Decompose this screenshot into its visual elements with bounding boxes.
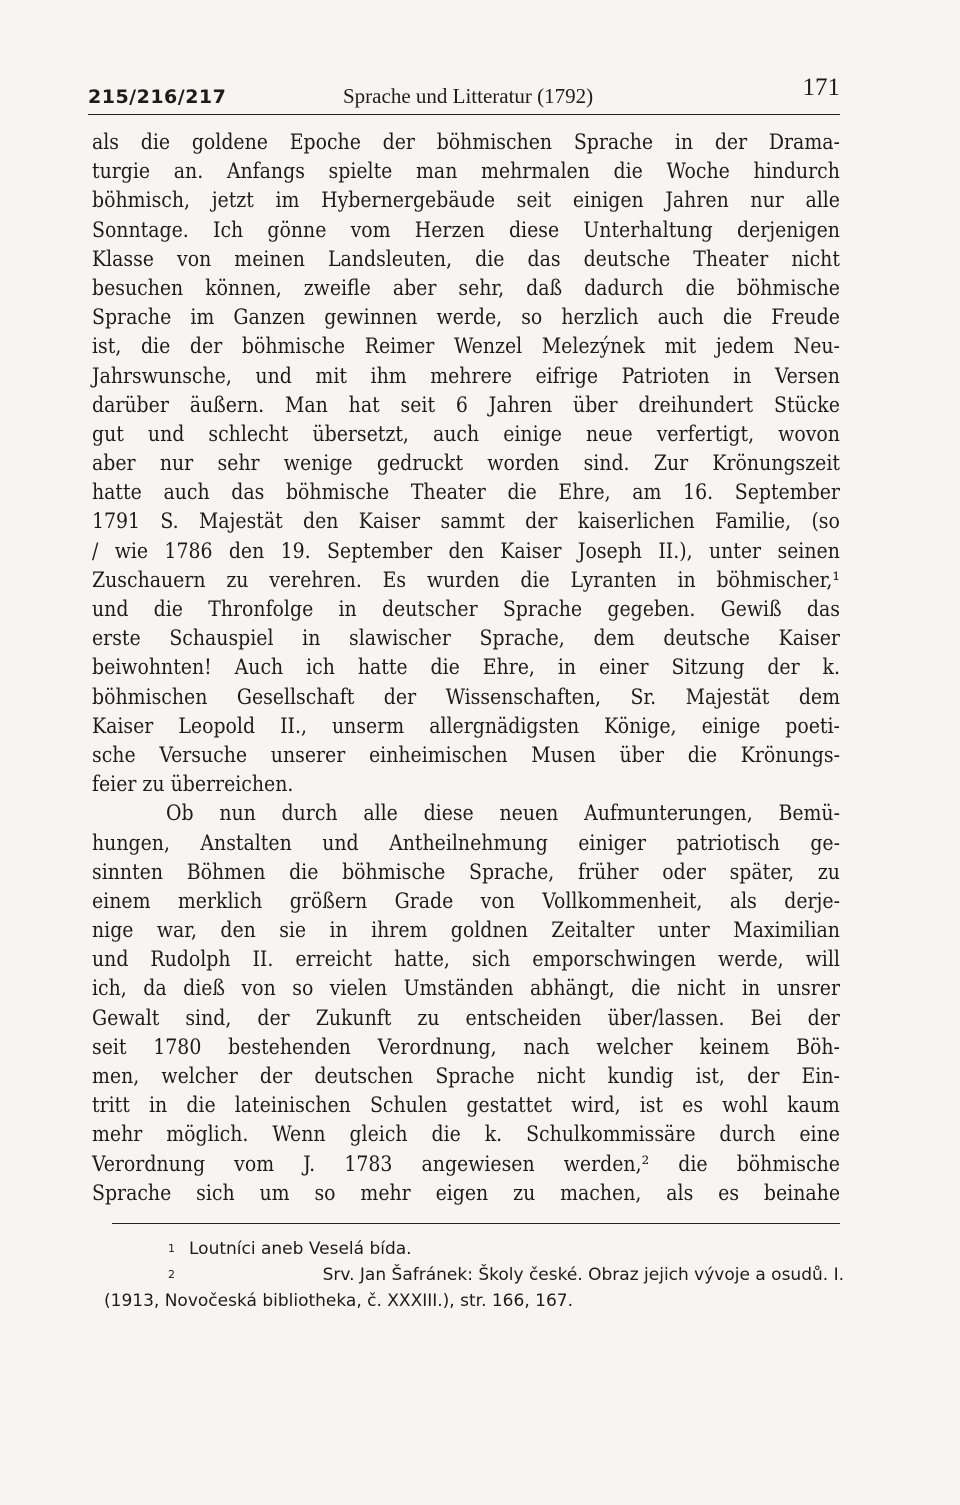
running-header bbox=[88, 74, 840, 110]
text-line: Jahrswunsche, und mit ihm mehrere eifrige Patrioten in Versen bbox=[92, 363, 840, 388]
footnote-text: Loutníci aneb Veselá bída. bbox=[189, 1239, 412, 1259]
text-line: gut und schlecht übersetzt, auch einige neue verfertigt, wovon bbox=[92, 421, 840, 446]
text-line: aber nur sehr wenige gedruckt worden sind. Zur Krönungszeit bbox=[92, 451, 840, 476]
text-line: und die Thronfolge in deutscher Sprache gegeben. Gewiß das bbox=[92, 597, 840, 621]
text-line: Ob nun durch alle diese neuen Aufmunterungen, Bemü- bbox=[166, 801, 840, 826]
text-line: sinnten Böhmen die böhmische Sprache, früher oder später, zu bbox=[92, 859, 840, 884]
text-line: Klasse von meinen Landsleuten, die das deutsche Theater nicht bbox=[92, 246, 840, 271]
footnote-mark: 2 bbox=[168, 1268, 175, 1281]
text-line: seit 1780 bestehenden Verordnung, nach welcher keinem Böh- bbox=[92, 1034, 840, 1059]
running-title: Sprache und Litteratur (1792) bbox=[343, 84, 594, 108]
text-line: Zuschauern zu verehren. Es wurden die Lyranten in böhmischer,¹ bbox=[92, 567, 840, 592]
footnote-text: Srv. Jan Šafránek: Školy české. Obraz jejich vývoje a osudů. I. bbox=[322, 1265, 844, 1285]
text-line: Gewalt sind, der Zukunft zu entscheiden über/lassen. Bei der bbox=[92, 1005, 840, 1030]
text-line: ist, die der böhmische Reimer Wenzel Melezýnek mit jedem Neu- bbox=[92, 334, 840, 359]
text-line: 1791 S. Majestät den Kaiser sammt der kaiserlichen Familie, (so bbox=[92, 509, 840, 534]
footnote bbox=[104, 1236, 844, 1262]
text-line: nige war, den sie in ihrem goldnen Zeitalter unter Maximilian bbox=[92, 918, 840, 943]
text-line: erste Schauspiel in slawischer Sprache, dem deutsche Kaiser bbox=[92, 626, 840, 651]
text-line: tritt in die lateinischen Schulen gestattet wird, ist es wohl kaum bbox=[92, 1093, 840, 1118]
body-text bbox=[92, 128, 840, 1208]
text-line: böhmischen Gesellschaft der Wissenschaften, Sr. Majestät dem bbox=[92, 684, 840, 709]
text-line: böhmisch, jetzt im Hybernergebäude seit einigen Jahren nur alle bbox=[92, 188, 840, 213]
text-line: sche Versuche unserer einheimischen Musen über die Krönungs- bbox=[92, 742, 840, 767]
footnote-rule bbox=[112, 1223, 840, 1224]
text-line: hungen, Anstalten und Antheilnehmung einiger patriotisch ge- bbox=[92, 830, 840, 855]
text-line: ich, da dieß von so vielen Umständen abhängt, die nicht in unsrer bbox=[92, 976, 840, 1001]
text-line: Sprache im Ganzen gewinnen werde, so herzlich auch die Freude bbox=[92, 305, 840, 330]
text-line: feier zu überreichen. bbox=[92, 772, 294, 797]
text-line: Sonntage. Ich gönne vom Herzen diese Unterhaltung derjenigen bbox=[92, 217, 840, 242]
signature-numbers: 215/216/217 bbox=[88, 86, 227, 108]
footnotes bbox=[104, 1236, 844, 1314]
footnote-mark: 1 bbox=[168, 1242, 175, 1255]
text-line: als die goldene Epoche der böhmischen Sprache in der Drama- bbox=[92, 130, 840, 154]
text-line: mehr möglich. Wenn gleich die k. Schulkommissäre durch eine bbox=[92, 1122, 840, 1147]
text-line: Sprache sich um so mehr eigen zu machen, als es beinahe bbox=[92, 1180, 840, 1205]
text-line: besuchen können, zweifle aber sehr, daß dadurch die böhmische bbox=[92, 275, 840, 300]
text-line: und Rudolph II. erreicht hatte, sich emporschwingen werde, will bbox=[92, 947, 840, 972]
text-line: Kaiser Leopold II., unserm allergnädigsten Könige, einige poeti- bbox=[92, 713, 840, 738]
text-line: Verordnung vom J. 1783 angewiesen werden,² die böhmische bbox=[92, 1151, 840, 1176]
text-line: / wie 1786 den 19. September den Kaiser Joseph II.), unter seinen bbox=[92, 538, 840, 563]
text-line: beiwohnten! Auch ich hatte die Ehre, in einer Sitzung der k. bbox=[92, 655, 840, 680]
text-line: men, welcher der deutschen Sprache nicht kundig ist, der Ein- bbox=[92, 1064, 840, 1088]
text-line: hatte auch das böhmische Theater die Ehre, am 16. September bbox=[92, 480, 840, 505]
footnote bbox=[104, 1288, 844, 1314]
header-rule bbox=[88, 114, 840, 115]
footnote-text: (1913, Novočeská bibliotheka, č. XXXIII.), str. 166, 167. bbox=[104, 1291, 573, 1311]
text-line: einem merklich größern Grade von Vollkommenheit, als derje- bbox=[92, 888, 840, 913]
text-line: darüber äußern. Man hat seit 6 Jahren über dreihundert Stücke bbox=[92, 392, 840, 417]
page-number: 171 bbox=[802, 74, 840, 101]
footnote bbox=[104, 1262, 844, 1288]
text-line: turgie an. Anfangs spielte man mehrmalen die Woche hindurch bbox=[92, 159, 840, 184]
